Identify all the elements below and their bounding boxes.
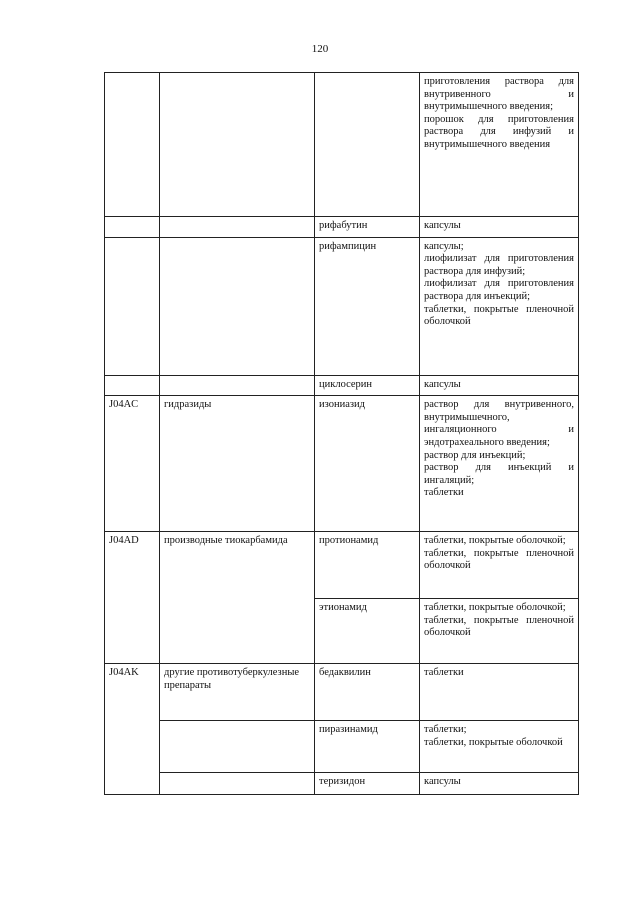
atc-code-cell: J04AD: [105, 532, 160, 599]
dosage-form-cell: раствор для внутривенного, внутримышечного, ингаляционного и эндотрахеального введения; раствор для инъекций; раствор для инъекций и ингаляций; таблетки: [420, 396, 579, 532]
group-cell: [160, 217, 315, 238]
group-cell: [160, 773, 315, 795]
dosage-form-cell: таблетки, покрытые оболочкой; таблетки, покрытые пленочной оболочкой: [420, 599, 579, 664]
page-number: 120: [311, 43, 329, 55]
atc-code-cell: [105, 773, 160, 795]
table-row: [105, 664, 579, 721]
drug-name-cell: теризидон: [315, 773, 420, 795]
group-cell: [160, 73, 315, 217]
atc-code-cell: J04AC: [105, 396, 160, 532]
dosage-form-cell: капсулы: [420, 375, 579, 396]
dosage-form-cell: таблетки: [420, 664, 579, 721]
atc-code-cell: [105, 237, 160, 375]
table-row: [105, 532, 579, 599]
dosage-form-cell: приготовления раствора для внутривенного и внутримышечного введения; порошок для приготовления раствора для инфузий и внутримышечного введения: [420, 73, 579, 217]
group-cell: [160, 375, 315, 396]
atc-code-cell: [105, 73, 160, 217]
table-row: [105, 599, 579, 664]
dosage-form-cell: капсулы; лиофилизат для приготовления раствора для инфузий; лиофилизат для приготовления раствора для инъекций; таблетки, покрытые пленочной оболочкой: [420, 237, 579, 375]
atc-code-cell: [105, 721, 160, 773]
table-row: [105, 396, 579, 532]
dosage-form-cell: капсулы: [420, 773, 579, 795]
dosage-form-cell: таблетки, покрытые оболочкой; таблетки, покрытые пленочной оболочкой: [420, 532, 579, 599]
drug-name-cell: протионамид: [315, 532, 420, 599]
group-cell: гидразиды: [160, 396, 315, 532]
table-row: [105, 721, 579, 773]
table-row: [105, 73, 579, 217]
drug-name-cell: циклосерин: [315, 375, 420, 396]
group-cell: другие противотуберкулезные препараты: [160, 664, 315, 721]
drug-name-cell: рифампицин: [315, 237, 420, 375]
drug-name-cell: рифабутин: [315, 217, 420, 238]
drug-name-cell: [315, 73, 420, 217]
group-cell: [160, 237, 315, 375]
table-row: [105, 773, 579, 795]
drug-name-cell: изониазид: [315, 396, 420, 532]
drug-name-cell: этионамид: [315, 599, 420, 664]
atc-code-cell: [105, 375, 160, 396]
atc-code-cell: J04AK: [105, 664, 160, 721]
table-row: [105, 375, 579, 396]
atc-code-cell: [105, 217, 160, 238]
atc-code-cell: [105, 599, 160, 664]
dosage-form-cell: таблетки; таблетки, покрытые оболочкой: [420, 721, 579, 773]
drug-name-cell: бедаквилин: [315, 664, 420, 721]
drug-name-cell: пиразинамид: [315, 721, 420, 773]
table-row: [105, 237, 579, 375]
drug-table: [104, 72, 579, 795]
table-row: [105, 217, 579, 238]
group-cell: [160, 599, 315, 664]
group-cell: производные тиокарбамида: [160, 532, 315, 599]
dosage-form-cell: капсулы: [420, 217, 579, 238]
group-cell: [160, 721, 315, 773]
